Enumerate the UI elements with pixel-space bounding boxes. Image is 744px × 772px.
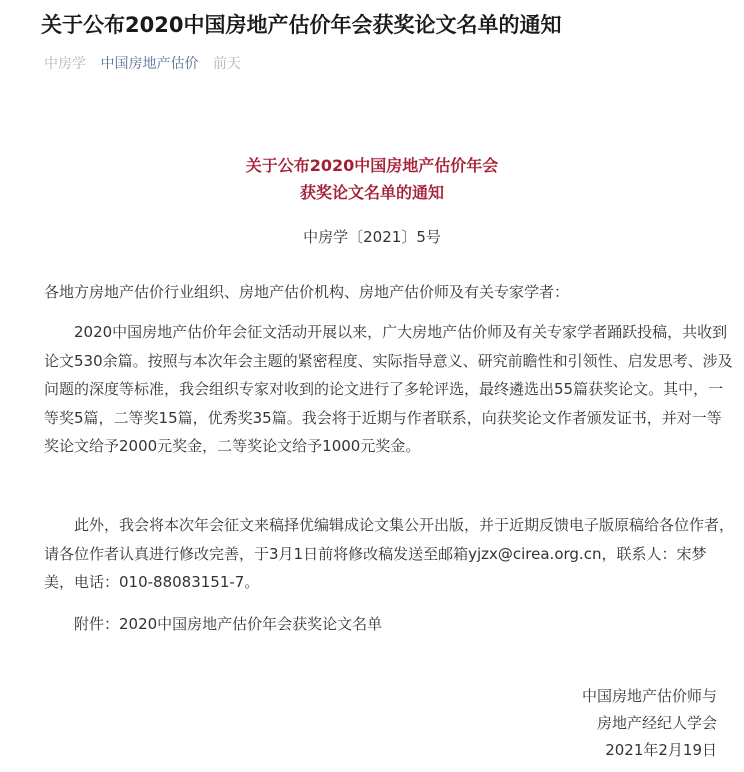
document-number: 中房学〔2021〕5号 (303, 228, 441, 246)
article-title: 关于公布2020中国房地产估价年会获奖论文名单的通知 (41, 13, 562, 37)
publish-time: 前天 (212, 56, 241, 72)
paragraph-announcement: 2020中国房地产估价年会征文活动开展以来，广大房地产估价师及有关专家学者踊跃投稿，共收到论文530余篇。按照与本次年会主题的紧密程度、实际指导意义、研究前瞻性和引领性、启发思考、涉及问题的深度等标准，我会组织专家对收到的论文进行了多轮评选，最终遴选出55篇获奖论文。其中，一等奖5篇，二等奖15篇，优秀奖35篇。我会将于近期与作者联系，向获奖论文作者颁发证书，并对一等奖论文给予2000元奖金，二等奖论文给予1000元奖金。 (44, 323, 733, 455)
notice-headline-line1: 关于公布2020中国房地产估价年会 (245, 156, 499, 175)
signature-block (582, 683, 717, 764)
author-name: 中房学 (44, 56, 86, 72)
account-name-link[interactable]: 中国房地产估价 (100, 56, 199, 72)
signature-date: 2021年2月19日 (605, 741, 717, 759)
paragraph-publication: 此外，我会将本次年会征文来稿择优编辑成论文集公开出版，并于近期反馈电子版原稿给各位作者，请各位作者认真进行修改完善，于3月1日前将修改稿发送至邮箱yjzx@cirea.org.cn，联系人：宋梦美，电话：010-88083151-7。 (44, 516, 735, 591)
article-meta (44, 53, 251, 75)
attachment-line: 附件：2020中国房地产估价年会获奖论文名单 (74, 615, 383, 633)
salutation: 各地方房地产估价行业组织、房地产估价机构、房地产估价师及有关专家学者： (44, 283, 570, 301)
signature-org-line2: 房地产经纪人学会 (596, 714, 717, 732)
signature-org-line1: 中国房地产估价师与 (581, 687, 717, 705)
notice-headline (0, 152, 744, 206)
notice-headline-line2: 获奖论文名单的通知 (299, 183, 444, 202)
